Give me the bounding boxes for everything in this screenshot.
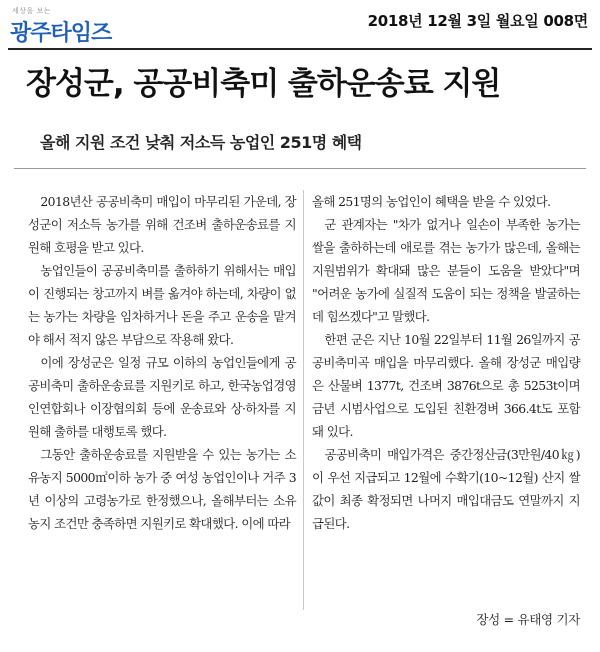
masthead	[0, 0, 600, 50]
column-divider	[303, 190, 304, 610]
body-paragraph: 한편 군은 지난 10월 22일부터 11월 26일까지 공공비축미곡 매입을 마무리했다. 올해 장성군 매입량은 산물벼 1377t, 건조벼 3876t으로 총 5253t이며 금년 시범사업으로 도입된 친환경벼 366.4t도 포함돼 있다.	[312, 332, 580, 439]
body-paragraph: 농업인들이 공공비축미를 출하하기 위해서는 매입이 진행되는 창고까지 벼를 옮겨야 하는데, 차량이 없는 농가는 차량을 임차하거나 돈을 주고 운송을 맡겨야 해서 적지 않은 부담으로 작용해 왔다.	[28, 263, 296, 347]
newspaper-logo	[10, 6, 150, 44]
body-paragraph: 2018년산 공공비축미 매입이 마무리된 가운데, 장성군이 저소득 농가를 위해 건조벼 출하운송료를 지원해 호평을 받고 있다.	[28, 194, 296, 255]
body-paragraph: 이에 장성군은 일정 규모 이하의 농업인들에게 공공비축미 출하운송료를 지원키로 하고, 한국농업경영인연합회나 이장협의회 등에 운송료와 상·하차를 지원해 출하를 대행토록 했다.	[28, 355, 296, 439]
body-paragraph: 올해 251명의 농업인이 혜택을 받을 수 있었다.	[312, 194, 551, 209]
logo-slogan: 세상을 보는	[12, 7, 52, 15]
masthead-rule	[8, 48, 592, 50]
body-paragraph: 군 관계자는 "차가 없거나 일손이 부족한 농가는 쌀을 출하하는데 애로를 겪는 농가가 많은데, 올해는 지원범위가 확대돼 많은 분들이 도움을 받았다"며 "어려운 농가에 실질적 도움이 되는 정책을 발굴하는데 힘쓰겠다"고 말했다.	[312, 217, 580, 324]
logo-name: 광주타임즈	[10, 21, 112, 46]
article-subhead: 올해 지원 조건 낮춰 저소득 농업인 251명 혜택	[40, 133, 362, 152]
issue-dateline: 2018년 12월 3일 월요일 008면	[367, 12, 588, 30]
article-headline: 장성군, 공공비축미 출하운송료 지원	[26, 66, 501, 102]
subhead-rule	[14, 168, 586, 169]
article-column-left	[28, 190, 296, 535]
body-paragraph: 그동안 출하운송료를 지원받을 수 있는 농가는 소유농지 5000㎡이하 농가 중 여성 농업인이나 거주 3년 이상의 고령농가로 한정했으나, 올해부터는 소유농지 조건만 충족하면 지원키로 확대했다. 이에 따라	[28, 447, 296, 531]
body-paragraph: 공공비축미 매입가격은 중간정산금(3만원/40㎏)이 우선 지급되고 12월에 수확기(10~12월) 산지 쌀값이 최종 확정되면 나머지 매입대금도 연말까지 지급된다.	[312, 447, 580, 531]
article-byline: 장성 = 유태영 기자	[476, 612, 580, 627]
article-column-right	[312, 190, 580, 535]
